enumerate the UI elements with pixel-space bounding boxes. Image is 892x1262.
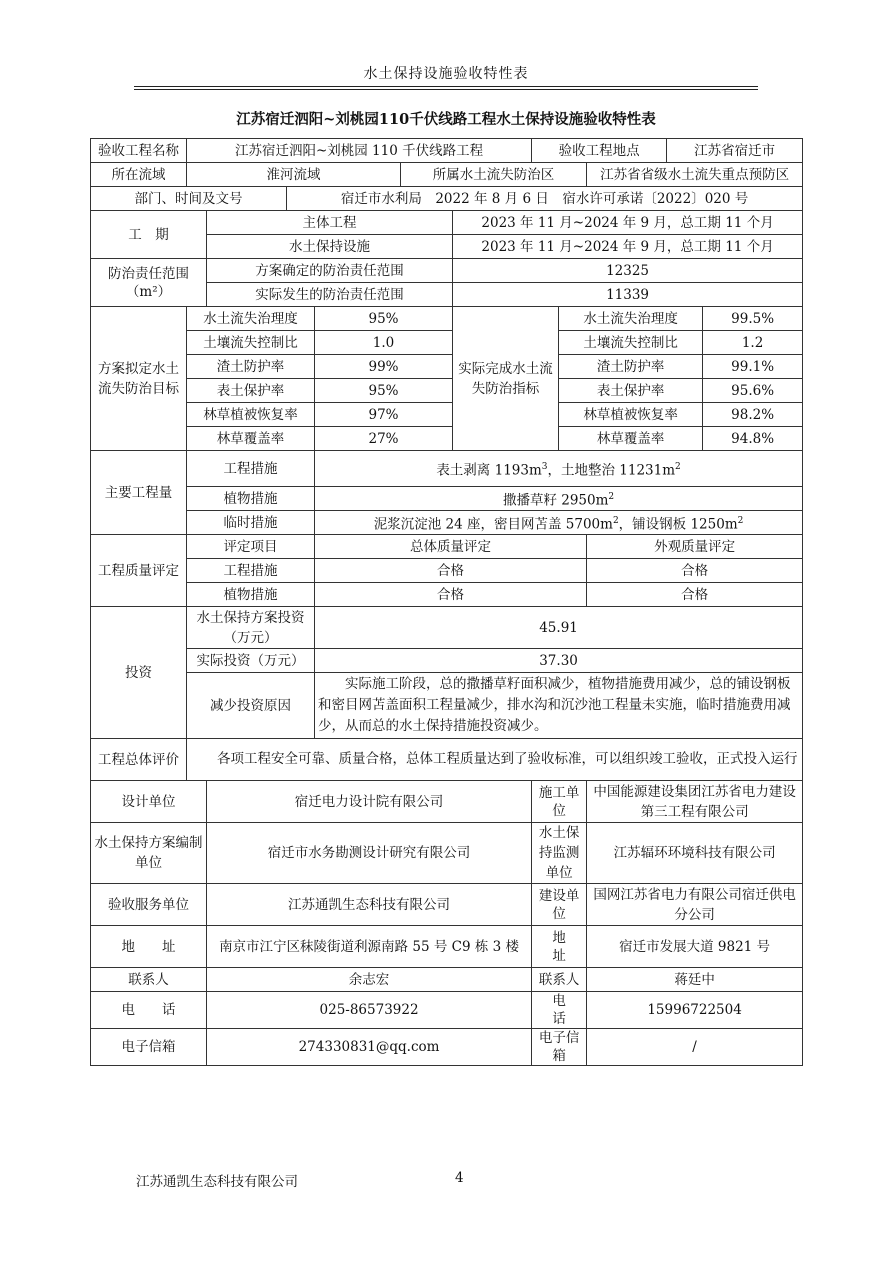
- target-actual-name-5: 林草覆盖率: [559, 427, 703, 451]
- value-invest-reason: 实际施工阶段，总的撒播草籽面积减少，植物措施费用减少，总的铺设钢板和密目网苫盖面积工程量减少，排水沟和沉沙池工程量未实施，临时措施费用减少，从而总的水土保持措施投资减少。: [315, 673, 803, 739]
- target-plan-5: 27%: [315, 427, 453, 451]
- target-plan-0: 95%: [315, 307, 453, 331]
- label-invest-actual: 实际投资（万元）: [187, 649, 315, 673]
- value-design: 宿迁电力设计院有限公司: [207, 781, 532, 823]
- row-invest-reason: [91, 673, 803, 739]
- label-design: 设计单位: [91, 781, 207, 823]
- works-eng-sup1: 3: [541, 461, 548, 472]
- label-target-actual: 实际完成水土流失防治指标: [453, 307, 559, 451]
- label-evaluation: 工程总体评价: [91, 739, 187, 781]
- label-plan-unit: 水土保持方案编制单位: [91, 823, 207, 884]
- row-contact: [91, 968, 803, 992]
- value-phone-left: 025-86573922: [207, 992, 532, 1029]
- value-scope-actual: 11339: [453, 283, 803, 307]
- label-address-left: 地 址: [91, 926, 207, 968]
- row-works-tmp: [91, 511, 803, 535]
- label-monitor-unit: 水土保持监测单位: [532, 823, 587, 884]
- label-works-tmp: 临时措施: [187, 511, 315, 535]
- value-phone-right: 15996722504: [587, 992, 803, 1029]
- label-email-left: 电子信箱: [91, 1029, 207, 1066]
- label-contact-left: 联系人: [91, 968, 207, 992]
- label-scope-line2: （m²）: [125, 283, 172, 300]
- target-actual-1: 1.2: [703, 331, 803, 355]
- value-plan-unit: 宿迁市水务勘测设计研究有限公司: [207, 823, 532, 884]
- quality-col-item: 评定项目: [187, 535, 315, 559]
- quality-item-1: 植物措施: [187, 583, 315, 607]
- value-invest-actual: 37.30: [315, 649, 803, 673]
- row-service-unit: [91, 884, 803, 926]
- label-service-unit: 验收服务单位: [91, 884, 207, 926]
- row-invest-actual: [91, 649, 803, 673]
- label-period-main: 主体工程: [207, 211, 453, 235]
- quality-overall-0: 合格: [315, 559, 587, 583]
- row-works-eng: [91, 451, 803, 487]
- works-tmp-part1: 泥浆沉淀池 24 座，密目网苫盖 5700m: [373, 516, 613, 533]
- row-target-4: [91, 403, 803, 427]
- target-actual-name-4: 林草植被恢复率: [559, 403, 703, 427]
- quality-col-overall: 总体质量评定: [315, 535, 587, 559]
- row-target-0: [91, 307, 803, 331]
- target-actual-2: 99.1%: [703, 355, 803, 379]
- works-tmp-part2: ，铺设钢板 1250m: [618, 516, 738, 533]
- label-target-plan: 方案拟定水土流失防治目标: [91, 307, 187, 451]
- row-period-main: [91, 211, 803, 235]
- running-header: 水土保持设施验收特性表: [363, 66, 529, 82]
- value-works-tmp: [315, 511, 803, 535]
- quality-appearance-0: 合格: [587, 559, 803, 583]
- target-name-5: 林草覆盖率: [187, 427, 315, 451]
- row-approval: [91, 187, 803, 211]
- page-number: 4: [455, 1170, 464, 1186]
- value-works-veg: [315, 487, 803, 511]
- row-target-5: [91, 427, 803, 451]
- target-name-4: 林草植被恢复率: [187, 403, 315, 427]
- works-tmp-sup1: 2: [612, 515, 619, 526]
- quality-appearance-1: 合格: [587, 583, 803, 607]
- row-quality-head: [91, 535, 803, 559]
- label-period-soil: 水土保持设施: [207, 235, 453, 259]
- value-evaluation: 各项工程安全可靠、质量合格，总体工程质量达到了验收标准，可以组织竣工验收，正式投入运行: [187, 739, 803, 781]
- value-period-main: 2023 年 11 月~2024 年 9 月，总工期 11 个月: [453, 211, 803, 235]
- row-plan-unit: [91, 823, 803, 884]
- target-plan-1: 1.0: [315, 331, 453, 355]
- label-scope-plan: 方案确定的防治责任范围: [207, 259, 453, 283]
- label-works-eng: 工程措施: [187, 451, 315, 487]
- target-name-1: 土壤流失控制比: [187, 331, 315, 355]
- label-approval: 部门、时间及文号: [91, 187, 287, 211]
- label-email-right: 电子信箱: [532, 1029, 587, 1066]
- works-tmp-sup2: 2: [737, 515, 744, 526]
- target-actual-4: 98.2%: [703, 403, 803, 427]
- value-service-unit: 江苏通凯生态科技有限公司: [207, 884, 532, 926]
- row-address: [91, 926, 803, 968]
- row-target-2: [91, 355, 803, 379]
- row-quality-0: [91, 559, 803, 583]
- row-project-name: [91, 139, 803, 163]
- label-scope-line1: 防治责任范围: [108, 265, 189, 282]
- value-construct: 中国能源建设集团江苏省电力建设第三工程有限公司: [587, 781, 803, 823]
- row-works-veg: [91, 487, 803, 511]
- footer-company: 江苏通凯生态科技有限公司: [136, 1174, 298, 1190]
- target-actual-name-0: 水土流失治理度: [559, 307, 703, 331]
- value-works-eng: [315, 451, 803, 487]
- row-evaluation: [91, 739, 803, 781]
- value-owner-unit: 国网江苏省电力有限公司宿迁供电分公司: [587, 884, 803, 926]
- target-actual-name-3: 表土保护率: [559, 379, 703, 403]
- label-invest-reason: 减少投资原因: [187, 673, 315, 739]
- label-owner-unit: 建设单位: [532, 884, 587, 926]
- label-quality: 工程质量评定: [91, 535, 187, 607]
- label-phone-left: 电 话: [91, 992, 207, 1029]
- works-eng-part2: ，土地整治 11231m: [547, 462, 676, 479]
- label-phone-right: 电 话: [532, 992, 587, 1029]
- target-plan-2: 99%: [315, 355, 453, 379]
- label-scope: [91, 259, 207, 307]
- label-invest-plan: 水土保持方案投资（万元）: [187, 607, 315, 649]
- value-address-right: 宿迁市发展大道 9821 号: [587, 926, 803, 968]
- value-email-right: /: [587, 1029, 803, 1066]
- label-contact-right: 联系人: [532, 968, 587, 992]
- acceptance-table: [90, 138, 803, 1066]
- target-actual-name-2: 渣土防护率: [559, 355, 703, 379]
- value-monitor-unit: 江苏辐环环境科技有限公司: [587, 823, 803, 884]
- works-eng-sup2: 2: [675, 461, 681, 472]
- target-plan-4: 97%: [315, 403, 453, 427]
- row-email: [91, 1029, 803, 1066]
- row-phone: [91, 992, 803, 1029]
- row-scope-plan: [91, 259, 803, 283]
- works-eng-part1: 表土剥离 1193m: [436, 462, 542, 479]
- table-title: 江苏宿迁泗阳~刘桃园110千伏线路工程水土保持设施验收特性表: [236, 111, 656, 128]
- value-project-location: 江苏省宿迁市: [667, 139, 803, 163]
- quality-overall-1: 合格: [315, 583, 587, 607]
- value-approval: 宿迁市水利局 2022 年 8 月 6 日 宿水许可承诺〔2022〕020 号: [287, 187, 803, 211]
- value-email-left: 274330831@qq.com: [207, 1029, 532, 1066]
- row-target-1: [91, 331, 803, 355]
- row-quality-1: [91, 583, 803, 607]
- row-target-3: [91, 379, 803, 403]
- label-period: 工 期: [91, 211, 207, 259]
- label-project-name: 验收工程名称: [91, 139, 187, 163]
- label-zone: 所属水土流失防治区: [401, 163, 587, 187]
- target-plan-3: 95%: [315, 379, 453, 403]
- label-project-location: 验收工程地点: [532, 139, 667, 163]
- value-period-soil: 2023 年 11 月~2024 年 9 月，总工期 11 个月: [453, 235, 803, 259]
- label-scope-actual: 实际发生的防治责任范围: [207, 283, 453, 307]
- header-rule-thin: [134, 89, 758, 90]
- value-zone: 江苏省省级水土流失重点预防区: [587, 163, 803, 187]
- label-investment: 投资: [91, 607, 187, 739]
- works-veg-sup: 2: [608, 491, 615, 502]
- target-actual-3: 95.6%: [703, 379, 803, 403]
- quality-col-appearance: 外观质量评定: [587, 535, 803, 559]
- label-works: 主要工程量: [91, 451, 187, 535]
- target-name-0: 水土流失治理度: [187, 307, 315, 331]
- value-project-name: 江苏宿迁泗阳~刘桃园 110 千伏线路工程: [187, 139, 532, 163]
- row-basin: [91, 163, 803, 187]
- row-design: [91, 781, 803, 823]
- label-construct: 施工单位: [532, 781, 587, 823]
- quality-item-0: 工程措施: [187, 559, 315, 583]
- value-address-left: 南京市江宁区秣陵街道利源南路 55 号 C9 栋 3 楼: [207, 926, 532, 968]
- label-address-right: 地 址: [532, 926, 587, 968]
- target-actual-name-1: 土壤流失控制比: [559, 331, 703, 355]
- target-name-2: 渣土防护率: [187, 355, 315, 379]
- target-actual-0: 99.5%: [703, 307, 803, 331]
- value-scope-plan: 12325: [453, 259, 803, 283]
- value-invest-plan: 45.91: [315, 607, 803, 649]
- target-name-3: 表土保护率: [187, 379, 315, 403]
- row-invest-plan: [91, 607, 803, 649]
- header-rule-thick: [134, 86, 758, 87]
- value-contact-left: 余志宏: [207, 968, 532, 992]
- works-veg-part1: 撒播草籽 2950m: [502, 492, 609, 509]
- target-actual-5: 94.8%: [703, 427, 803, 451]
- value-contact-right: 蒋廷中: [587, 968, 803, 992]
- label-basin: 所在流域: [91, 163, 187, 187]
- label-works-veg: 植物措施: [187, 487, 315, 511]
- value-basin: 淮河流域: [187, 163, 401, 187]
